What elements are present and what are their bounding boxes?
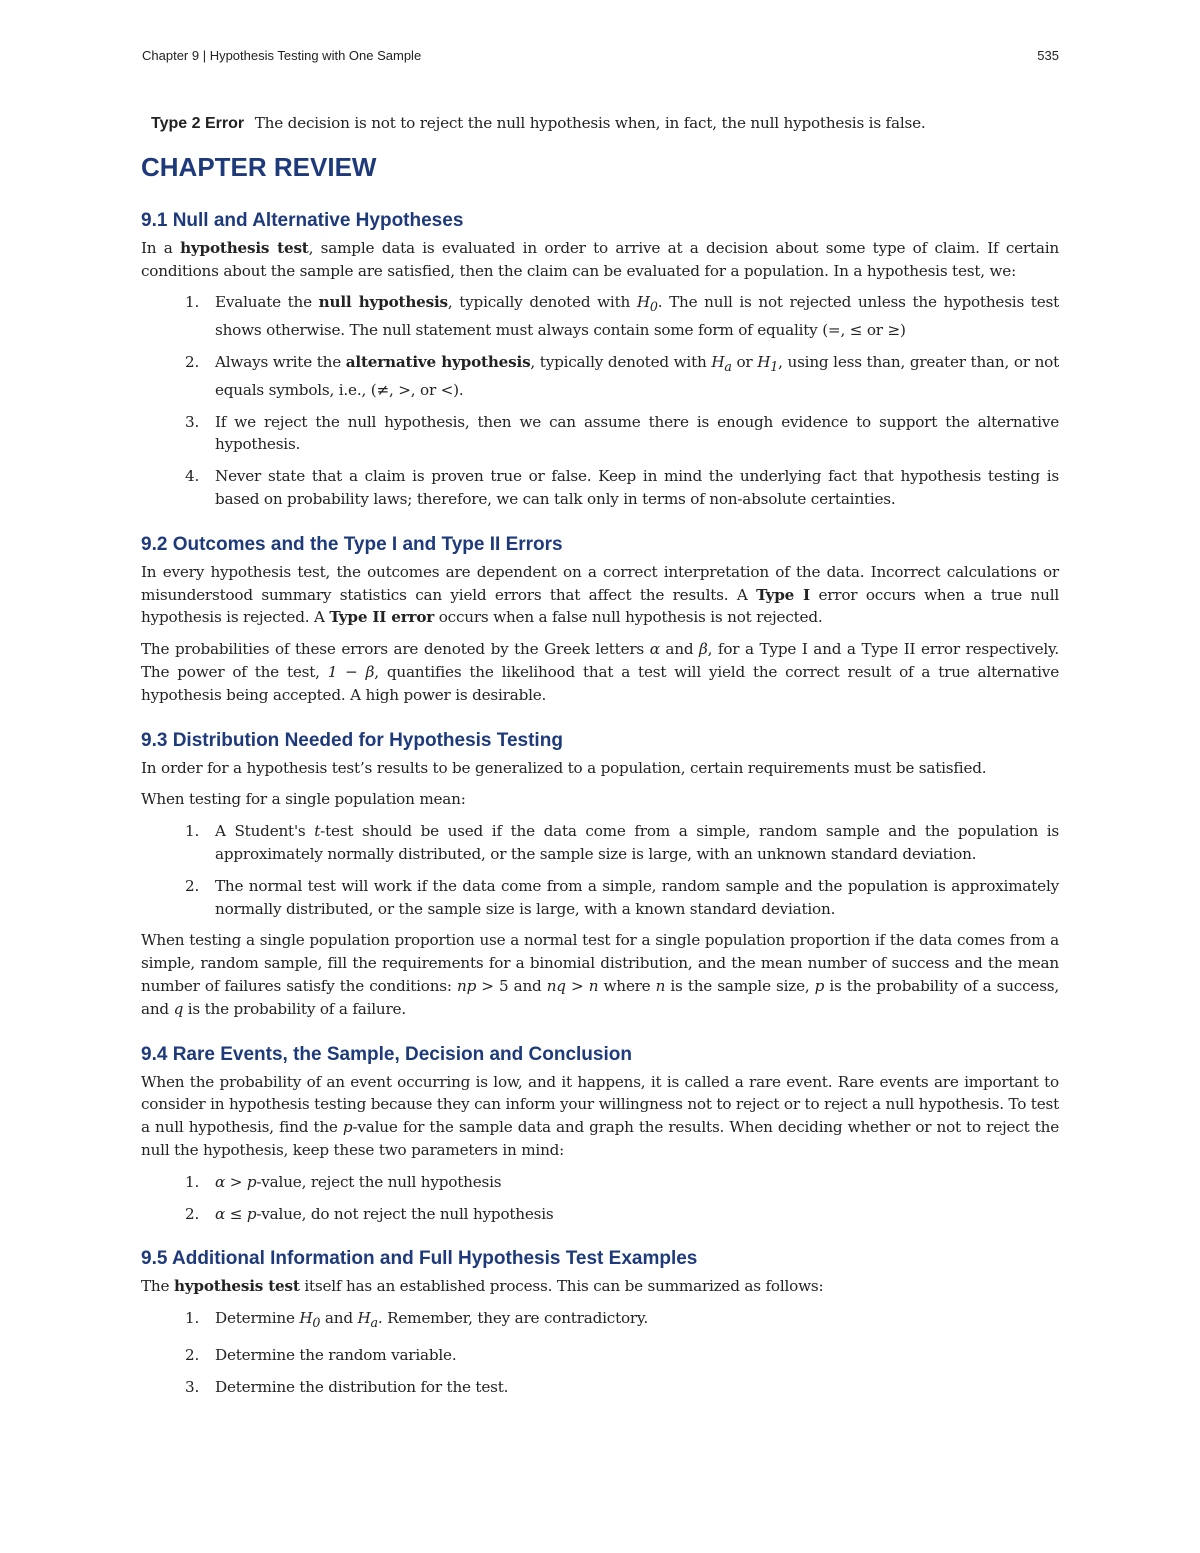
math-symbol: α: [649, 640, 660, 659]
page-number: 535: [1037, 48, 1059, 63]
page-content: [141, 112, 1059, 1421]
section-heading: 9.2 Outcomes and the Type I and Type II Errors: [141, 533, 563, 555]
section-heading: 9.3 Distribution Needed for Hypothesis Testing: [141, 729, 563, 751]
section-9-3: [141, 729, 1059, 1021]
section-9-1: [141, 209, 1059, 511]
paragraph: In every hypothesis test, the outcomes are dependent on a correct interpretation of the data. Incorrect calculations or misunderstood summary statistics can yield errors that affect the results. A Type I error occurs when a true null hypothesis is rejected. A Type II error occurs when a false null hypothesis is not rejected.: [141, 562, 1060, 627]
list-item: 1. Determine $H_0$ and $H_a$. Remember, they are contradictory.: [185, 1309, 648, 1331]
bold-term: hypothesis test: [173, 1277, 300, 1296]
math-symbol: 1 − β: [327, 663, 375, 682]
list-item: 4. Never state that a claim is proven true or false. Keep in mind the underlying fact that hypothesis testing is based on probability laws; therefore, we can talk only in terms of non-absolute certainties.: [185, 467, 1059, 509]
list-item: 1. Evaluate the null hypothesis, typically denoted with $H_0$. The null is not rejected unless the hypothesis test shows otherwise. The null statement must always contain some form of equality (=, ≤ or ≥): [185, 293, 1059, 340]
section-heading: 9.1 Null and Alternative Hypotheses: [141, 209, 464, 231]
paragraph: When testing a single population proportion use a normal test for a single population proportion if the data comes from a simple, random sample, fill the requirements for a binomial distribution, and the mean number of success and the mean number of failures satisfy the conditions: np > 5 and nq > n where n is the sample size, p is the probability of a success, and q is the probability of a failure.: [141, 931, 1060, 1018]
numbered-list: [141, 1307, 1059, 1398]
list-item: 2. Determine the random variable.: [185, 1345, 457, 1364]
math-symbol: $H_1$: [757, 353, 779, 375]
paragraph: The hypothesis test itself has an established process. This can be summarized as follows:: [141, 1277, 824, 1296]
math-symbol: β: [699, 640, 708, 659]
bold-term: null hypothesis: [318, 293, 448, 312]
paragraph: The probabilities of these errors are denoted by the Greek letters α and β, for a Type I and a Type II error respectively. The power of the test, 1 − β, quantifies the likelihood that a test will yield the correct result of a true alternative hypothesis being accepted. A high power is desirable.: [141, 640, 1060, 704]
numbered-list: [141, 1171, 1059, 1226]
math-symbol: $H_0$: [299, 1309, 321, 1331]
glossary-term-type2-error: [151, 112, 1059, 136]
numbered-list: [141, 291, 1059, 510]
list-item: 3. If we reject the null hypothesis, then we can assume there is enough evidence to support the alternative hypothesis.: [185, 412, 1059, 454]
paragraph: In order for a hypothesis test’s results to be generalized to a population, certain requirements must be satisfied.: [141, 758, 987, 777]
section-9-2: [141, 533, 1059, 707]
section-heading: 9.4 Rare Events, the Sample, Decision and Conclusion: [141, 1043, 632, 1065]
list-item: 3. Determine the distribution for the test.: [185, 1377, 509, 1396]
paragraph: When the probability of an event occurring is low, and it happens, it is called a rare event. Rare events are important to consider in hypothesis testing because they can inform your willingness not to reject or to reject a null hypothesis. To test a null hypothesis, find the p-value for the sample data and graph the results. When deciding whether or not to reject the null the hypothesis, keep these two parameters in mind:: [141, 1072, 1059, 1159]
section-9-4: [141, 1043, 1059, 1226]
bold-term: Type II error: [329, 608, 435, 627]
paragraph: In a hypothesis test, sample data is evaluated in order to arrive at a decision about some type of claim. If certain conditions about the sample are satisfied, then the claim can be evaluated for a population. In a hypothesis test, we:: [141, 238, 1059, 280]
running-header: [142, 48, 1059, 66]
bold-term: Type I: [756, 585, 810, 604]
list-item: 2. Always write the alternative hypothesis, typically denoted with $H_a$ or $H_1$, using less than, greater than, or not equals symbols, i.e., (≠, >, or <).: [185, 353, 1059, 399]
bold-term: hypothesis test: [180, 238, 309, 257]
chapter-title: Chapter 9 | Hypothesis Testing with One Sample: [142, 48, 422, 63]
paragraph: When testing for a single population mean:: [141, 790, 466, 809]
math-symbol: $H_a$: [357, 1309, 378, 1331]
list-item: 2. α ≤ p-value, do not reject the null hypothesis: [185, 1204, 554, 1223]
section-heading: 9.5 Additional Information and Full Hypothesis Test Examples: [141, 1248, 698, 1270]
math-symbol: $H_a$: [711, 353, 732, 375]
math-symbol: $H_0$: [636, 293, 658, 315]
list-item: 1. A Student's t-test should be used if the data come from a simple, random sample and the population is approximately normally distributed, or the sample size is large, with an unknown standard deviation.: [185, 822, 1059, 863]
list-item: 2. The normal test will work if the data come from a simple, random sample and the population is approximately normally distributed, or the sample size is large, with a known standard deviation.: [185, 876, 1059, 918]
list-item: 1. α > p-value, reject the null hypothesis: [185, 1172, 502, 1191]
chapter-review-heading: CHAPTER REVIEW: [141, 151, 377, 182]
numbered-list: [141, 820, 1059, 920]
bold-term: alternative hypothesis: [345, 353, 531, 372]
section-9-5: [141, 1247, 1059, 1398]
math-symbol: t: [314, 822, 321, 841]
glossary-term-definition: The decision is not to reject the null hypothesis when, in fact, the null hypothesis is false.: [254, 114, 926, 132]
glossary-term-label: Type 2 Error: [151, 115, 245, 132]
